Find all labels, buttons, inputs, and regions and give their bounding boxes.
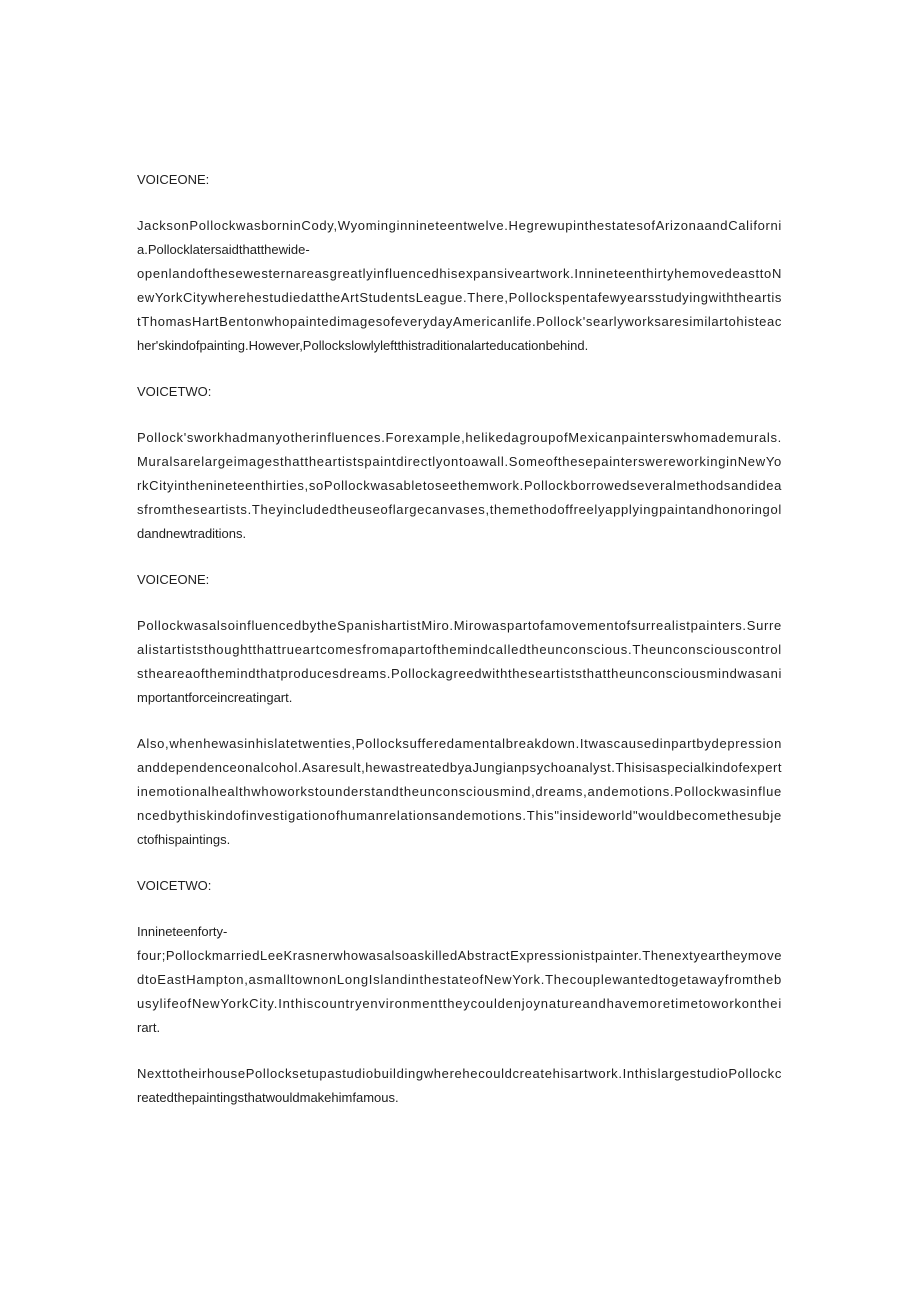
text-line: JacksonPollockwasborninCody,Wyominginnineteentwelve.HegrewupinthestatesofArizonaandCaliforni — [137, 218, 782, 233]
text-line: rart. — [137, 1020, 161, 1035]
text-line: ctofhispaintings. — [137, 832, 231, 847]
text-line: Muralsarelargeimagesthattheartistspaintdirectlyontoawall.SomeofthesepainterswereworkinginNewYo — [137, 454, 782, 469]
text-line: her'skindofpainting.However,Pollockslowlyleftthistraditionalarteducationbehind. — [137, 338, 589, 353]
paragraph — [137, 732, 787, 852]
speaker-heading — [137, 168, 787, 192]
document-body — [137, 168, 787, 1132]
text-line: alistartiststhoughtthattrueartcomesfromapartofthemindcalledtheunconscious.Theunconsciouscontrol — [137, 642, 782, 657]
speaker-label: VOICEONE: — [137, 572, 210, 587]
text-line: openlandofthesewesternareasgreatlyinfluencedhisexpansiveartwork.InnineteenthirtyhemovedeasttoN — [137, 266, 783, 281]
text-line: inemotionalhealthwhoworkstounderstandtheunconsciousmind,dreams,andemotions.Pollockwasinflue — [137, 784, 782, 799]
text-line: dtoEastHampton,asmalltownonLongIslandinthestateofNewYork.Thecouplewantedtogetawayfromtheb — [137, 972, 782, 987]
speaker-heading — [137, 874, 787, 898]
speaker-heading — [137, 568, 787, 592]
text-line: tThomasHartBentonwhopaintedimagesofeverydayAmericanlife.Pollock'searlyworksaresimilartohisteac — [137, 314, 783, 329]
text-line: usylifeofNewYorkCity.Inthiscountryenvironmenttheycouldenjoynatureandhavemoretimetoworkonthei — [137, 996, 783, 1011]
paragraph — [137, 214, 787, 358]
text-line: mportantforceincreatingart. — [137, 690, 293, 705]
text-line: anddependenceonalcohol.Asaresult,hewastreatedbyaJungianpsychoanalyst.Thisisaspecialkindofexpert — [137, 760, 783, 775]
paragraph — [137, 614, 787, 710]
text-line: dandnewtraditions. — [137, 526, 247, 541]
text-line: four;PollockmarriedLeeKrasnerwhowasalsoaskilledAbstractExpressionistpainter.Thenextyeartheymove — [137, 948, 783, 963]
paragraph — [137, 1062, 787, 1110]
text-line: a.Pollocklatersaidthatthewide- — [137, 242, 310, 257]
text-line: reatedthepaintingsthatwouldmakehimfamous. — [137, 1090, 399, 1105]
speaker-label: VOICETWO: — [137, 878, 212, 893]
text-line: NexttotheirhousePollocksetupastudiobuildingwherehecouldcreatehisartwork.InthislargestudioPollockc — [137, 1066, 782, 1081]
speaker-label: VOICETWO: — [137, 384, 212, 399]
text-line: Pollock'sworkhadmanyotherinfluences.Forexample,helikedagroupofMexicanpainterswhomademurals. — [137, 430, 782, 445]
text-line: ewYorkCitywherehestudiedattheArtStudentsLeague.There,Pollockspentafewyearsstudyingwiththeartis — [137, 290, 783, 305]
text-line: rkCityinthenineteenthirties,soPollockwasabletoseethemwork.Pollockborrowedseveralmethodsandidea — [137, 478, 783, 493]
text-line: Innineteenforty- — [137, 924, 228, 939]
paragraph — [137, 920, 787, 1040]
text-line: sfromtheseartists.Theyincludedtheuseoflargecanvases,themethodoffreelyapplyingpaintandhonoringol — [137, 502, 782, 517]
text-line: Also,whenhewasinhislatetwenties,Pollocksufferedamentalbreakdown.Itwascausedinpartbydepression — [137, 736, 783, 751]
speaker-heading — [137, 380, 787, 404]
text-line: ncedbythiskindofinvestigationofhumanrelationsandemotions.This"insideworld"wouldbecomethesubje — [137, 808, 783, 823]
speaker-label: VOICEONE: — [137, 172, 210, 187]
text-line: PollockwasalsoinfluencedbytheSpanishartistMiro.Mirowaspartofamovementofsurrealistpainters.Surre — [137, 618, 782, 633]
paragraph — [137, 426, 787, 546]
text-line: stheareaofthemindthatproducesdreams.Pollockagreedwiththeseartiststhattheunconsciousmindwasani — [137, 666, 783, 681]
